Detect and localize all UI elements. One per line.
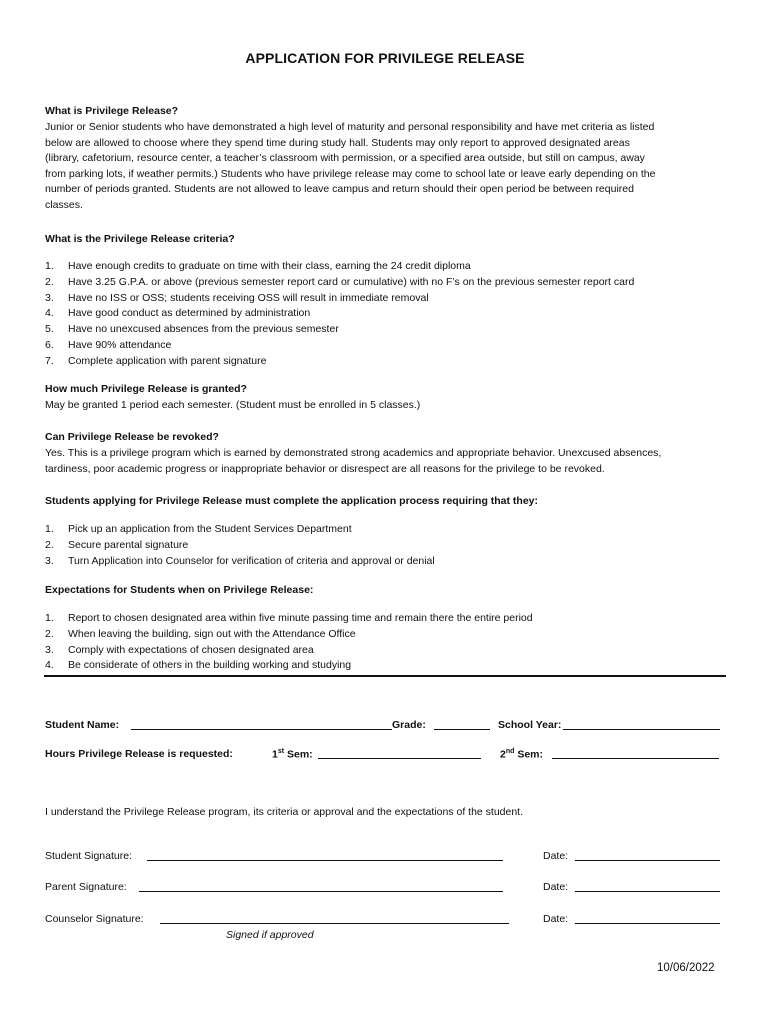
howmuch-text: May be granted 1 period each semester. (Student must be enrolled in 5 classes.) [45, 399, 421, 411]
what-line: from parking lots, if weather permits.) Students who have privilege release may come to school late or leave early depending on the [45, 167, 656, 180]
parent-signature-label: Parent Signature: [45, 881, 127, 893]
criteria-list [45, 259, 634, 370]
student-date-field[interactable] [575, 850, 720, 861]
what-line: (library, cafetorium, resource center, a teacher’s classroom with permission, or a specified area outside, but still on campus, away [45, 152, 645, 165]
footer-date: 10/06/2022 [657, 962, 715, 974]
date-label: Date: [543, 850, 569, 862]
list-item: 7. Complete application with parent signature [45, 354, 267, 367]
parent-date-field[interactable] [575, 881, 720, 892]
what-line: classes. [45, 198, 83, 211]
student-signature-field[interactable] [147, 850, 503, 861]
what-line: number of periods granted. Students are not allowed to leave campus and return should their open period be between required [45, 183, 634, 196]
what-paragraph [45, 120, 735, 214]
list-item: 1. Have enough credits to graduate on time with their class, earning the 24 credit diploma [45, 260, 471, 272]
student-name-label: Student Name: [45, 719, 120, 731]
understanding-statement: I understand the Privilege Release program, its criteria or approval and the expectations of the student. [45, 806, 524, 818]
expectations-list [45, 611, 533, 674]
list-item: 6. Have 90% attendance [45, 338, 172, 351]
list-item: 2. When leaving the building, sign out with the Attendance Office [45, 627, 356, 640]
sem2-label: 2nd Sem: [500, 748, 544, 761]
hours-label: Hours Privilege Release is requested: [45, 748, 233, 760]
counselor-date-field[interactable] [575, 913, 720, 924]
howmuch-heading: How much Privilege Release is granted? [45, 383, 247, 395]
expectations-heading: Expectations for Students when on Privilege Release: [45, 584, 314, 596]
what-line: Junior or Senior students who have demonstrated a high level of maturity and personal responsibility and have met criteria as listed [45, 121, 655, 133]
sem2-field[interactable] [552, 748, 719, 759]
counselor-signature-field[interactable] [160, 913, 509, 924]
list-item: 3. Turn Application into Counselor for verification of criteria and approval or denial [45, 554, 435, 567]
grade-label: Grade: [392, 719, 426, 731]
parent-signature-field[interactable] [139, 881, 503, 892]
revoked-paragraph [45, 446, 661, 477]
page-title: APPLICATION FOR PRIVILEGE RELEASE [245, 50, 525, 66]
school-year-label: School Year: [498, 719, 562, 731]
student-signature-label: Student Signature: [45, 850, 132, 862]
date-label: Date: [543, 913, 569, 925]
sem1-label: 1st Sem: [272, 748, 313, 761]
list-item: 1. Report to chosen designated area within five minute passing time and remain there the entire period [45, 612, 533, 624]
student-name-field[interactable] [131, 719, 392, 730]
list-item: 3. Comply with expectations of chosen designated area [45, 643, 314, 656]
list-item: 1. Pick up an application from the Student Services Department [45, 523, 352, 535]
list-item: 2. Secure parental signature [45, 538, 189, 551]
school-year-field[interactable] [563, 719, 720, 730]
list-item: 3. Have no ISS or OSS; students receiving OSS will result in immediate removal [45, 291, 429, 304]
date-label: Date: [543, 881, 569, 893]
revoked-heading: Can Privilege Release be revoked? [45, 431, 219, 443]
signed-if-approved-note: Signed if approved [226, 929, 314, 941]
counselor-signature-label: Counselor Signature: [45, 913, 144, 925]
process-heading: Students applying for Privilege Release must complete the application process requiring that they: [45, 495, 539, 507]
section-divider [44, 675, 726, 677]
process-list [45, 522, 435, 569]
what-line: below are allowed to choose where they spend time during study hall. Students may only report to approved designated areas [45, 136, 630, 149]
grade-field[interactable] [434, 719, 490, 730]
sem1-field[interactable] [318, 748, 481, 759]
revoked-line: Yes. This is a privilege program which is earned by demonstrated strong academics and appropriate behavior. Unexcused absences, [45, 447, 662, 459]
list-item: 5. Have no unexcused absences from the previous semester [45, 323, 339, 336]
list-item: 4. Have good conduct as determined by administration [45, 307, 311, 320]
criteria-heading: What is the Privilege Release criteria? [45, 233, 235, 245]
list-item: 4. Be considerate of others in the building working and studying [45, 659, 352, 672]
revoked-line: tardiness, poor academic progress or inappropriate behavior or disrespect are all reasons for the privilege to be revoked. [45, 462, 605, 475]
what-heading: What is Privilege Release? [45, 105, 179, 117]
list-item: 2. Have 3.25 G.P.A. or above (previous semester report card or cumulative) with no F’s on the previous semester report card [45, 275, 635, 288]
